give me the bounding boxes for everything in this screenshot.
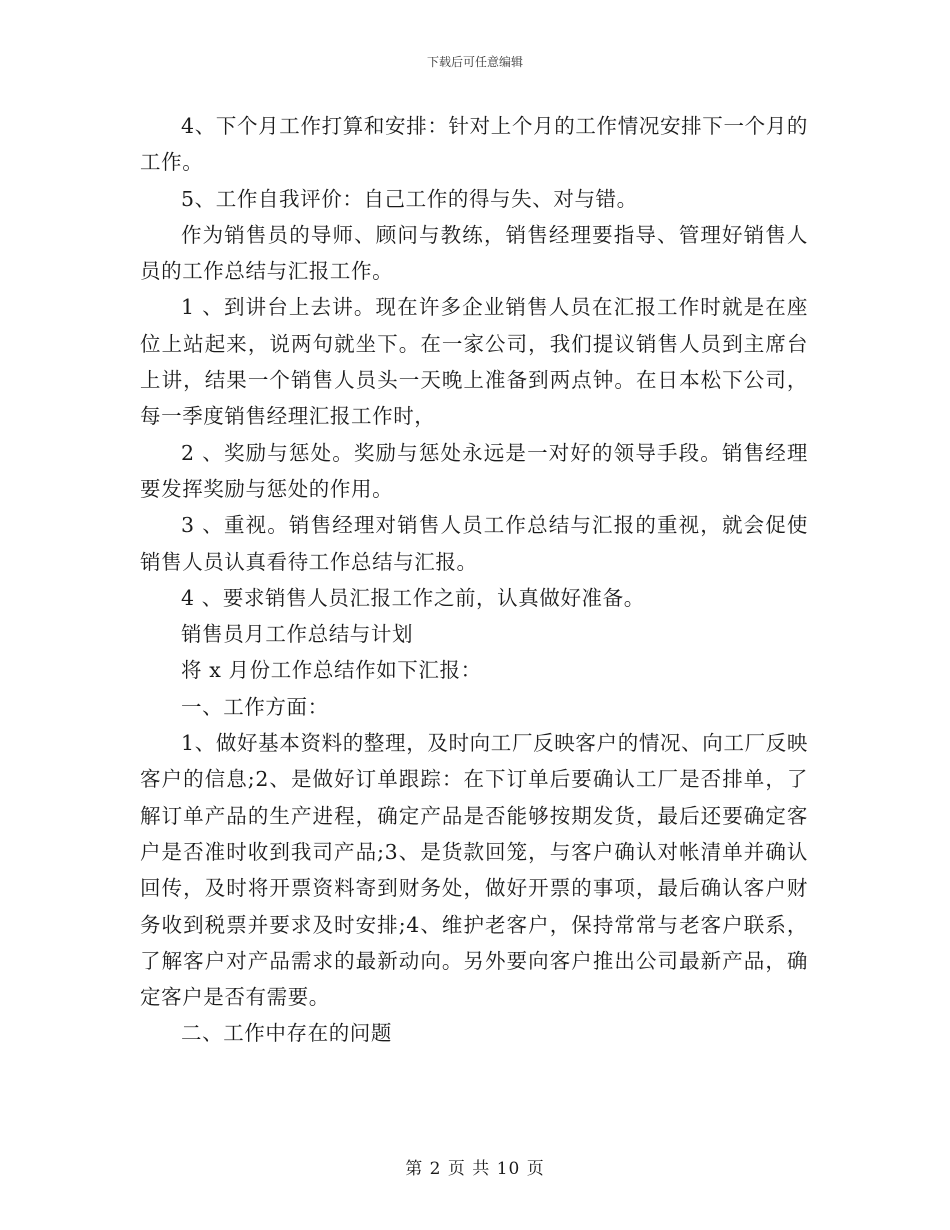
paragraph-podium-report: 1 、到讲台上去讲。现在许多企业销售人员在汇报工作时就是在座位上站起来，说两句就坐下。在一家公司，我们提议销售人员到主席台上讲，结果一个销售人员头一天晚上准备到两点钟。在日本松下公司，每一季度销售经理汇报工作时， xyxy=(140,295,808,429)
paragraph-work-details: 1、做好基本资料的整理，及时向工厂反映客户的情况、向工厂反映客户的信息;2、是做好订单跟踪：在下订单后要确认工厂是否排单，了解订单产品的生产进程，确定产品是否能够按期发货，最后还要确定客户是否准时收到我司产品;3、是货款回笼，与客户确认对帐清单并确认回传，及时将开票资料寄到财务处，做好开票的事项，最后确认客户财务收到税票并要求及时安排;4、维护老客户，保持常常与老客户联系，了解客户对产品需求的最新动向。另外要向客户推出公司最新产品，确定客户是否有需要。 xyxy=(140,731,808,1010)
paragraph-manager-role: 作为销售员的导师、顾问与教练，销售经理要指导、管理好销售人员的工作总结与汇报工作。 xyxy=(140,222,808,284)
section-title-monthly-summary: 销售员月工作总结与计划 xyxy=(181,622,414,647)
section-heading-work-aspects: 一、工作方面： xyxy=(181,694,329,719)
paragraph-reward-penalty: 2 、奖励与惩处。奖励与惩处永远是一对好的领导手段。销售经理要发挥奖励与惩处的作用。 xyxy=(140,440,808,501)
page-number-footer: 第 2 页 共 10 页 xyxy=(405,1159,545,1179)
paragraph-attention: 3 、重视。销售经理对销售人员工作总结与汇报的重视，就会促使销售人员认真看待工作总结与汇报。 xyxy=(140,513,808,574)
document-body xyxy=(140,108,808,1052)
paragraph-self-evaluation: 5、工作自我评价：自己工作的得与失、对与错。 xyxy=(181,186,638,211)
section-heading-problems: 二、工作中存在的问题 xyxy=(181,1021,392,1046)
page-header-note: 下载后可任意编辑 xyxy=(426,55,523,69)
paragraph-report-intro: 将 x 月份工作总结作如下汇报： xyxy=(181,658,482,683)
paragraph-preparation: 4 、要求销售人员汇报工作之前，认真做好准备。 xyxy=(181,585,645,610)
paragraph-next-month-plan: 4、下个月工作打算和安排：针对上个月的工作情况安排下一个月的工作。 xyxy=(140,114,808,175)
